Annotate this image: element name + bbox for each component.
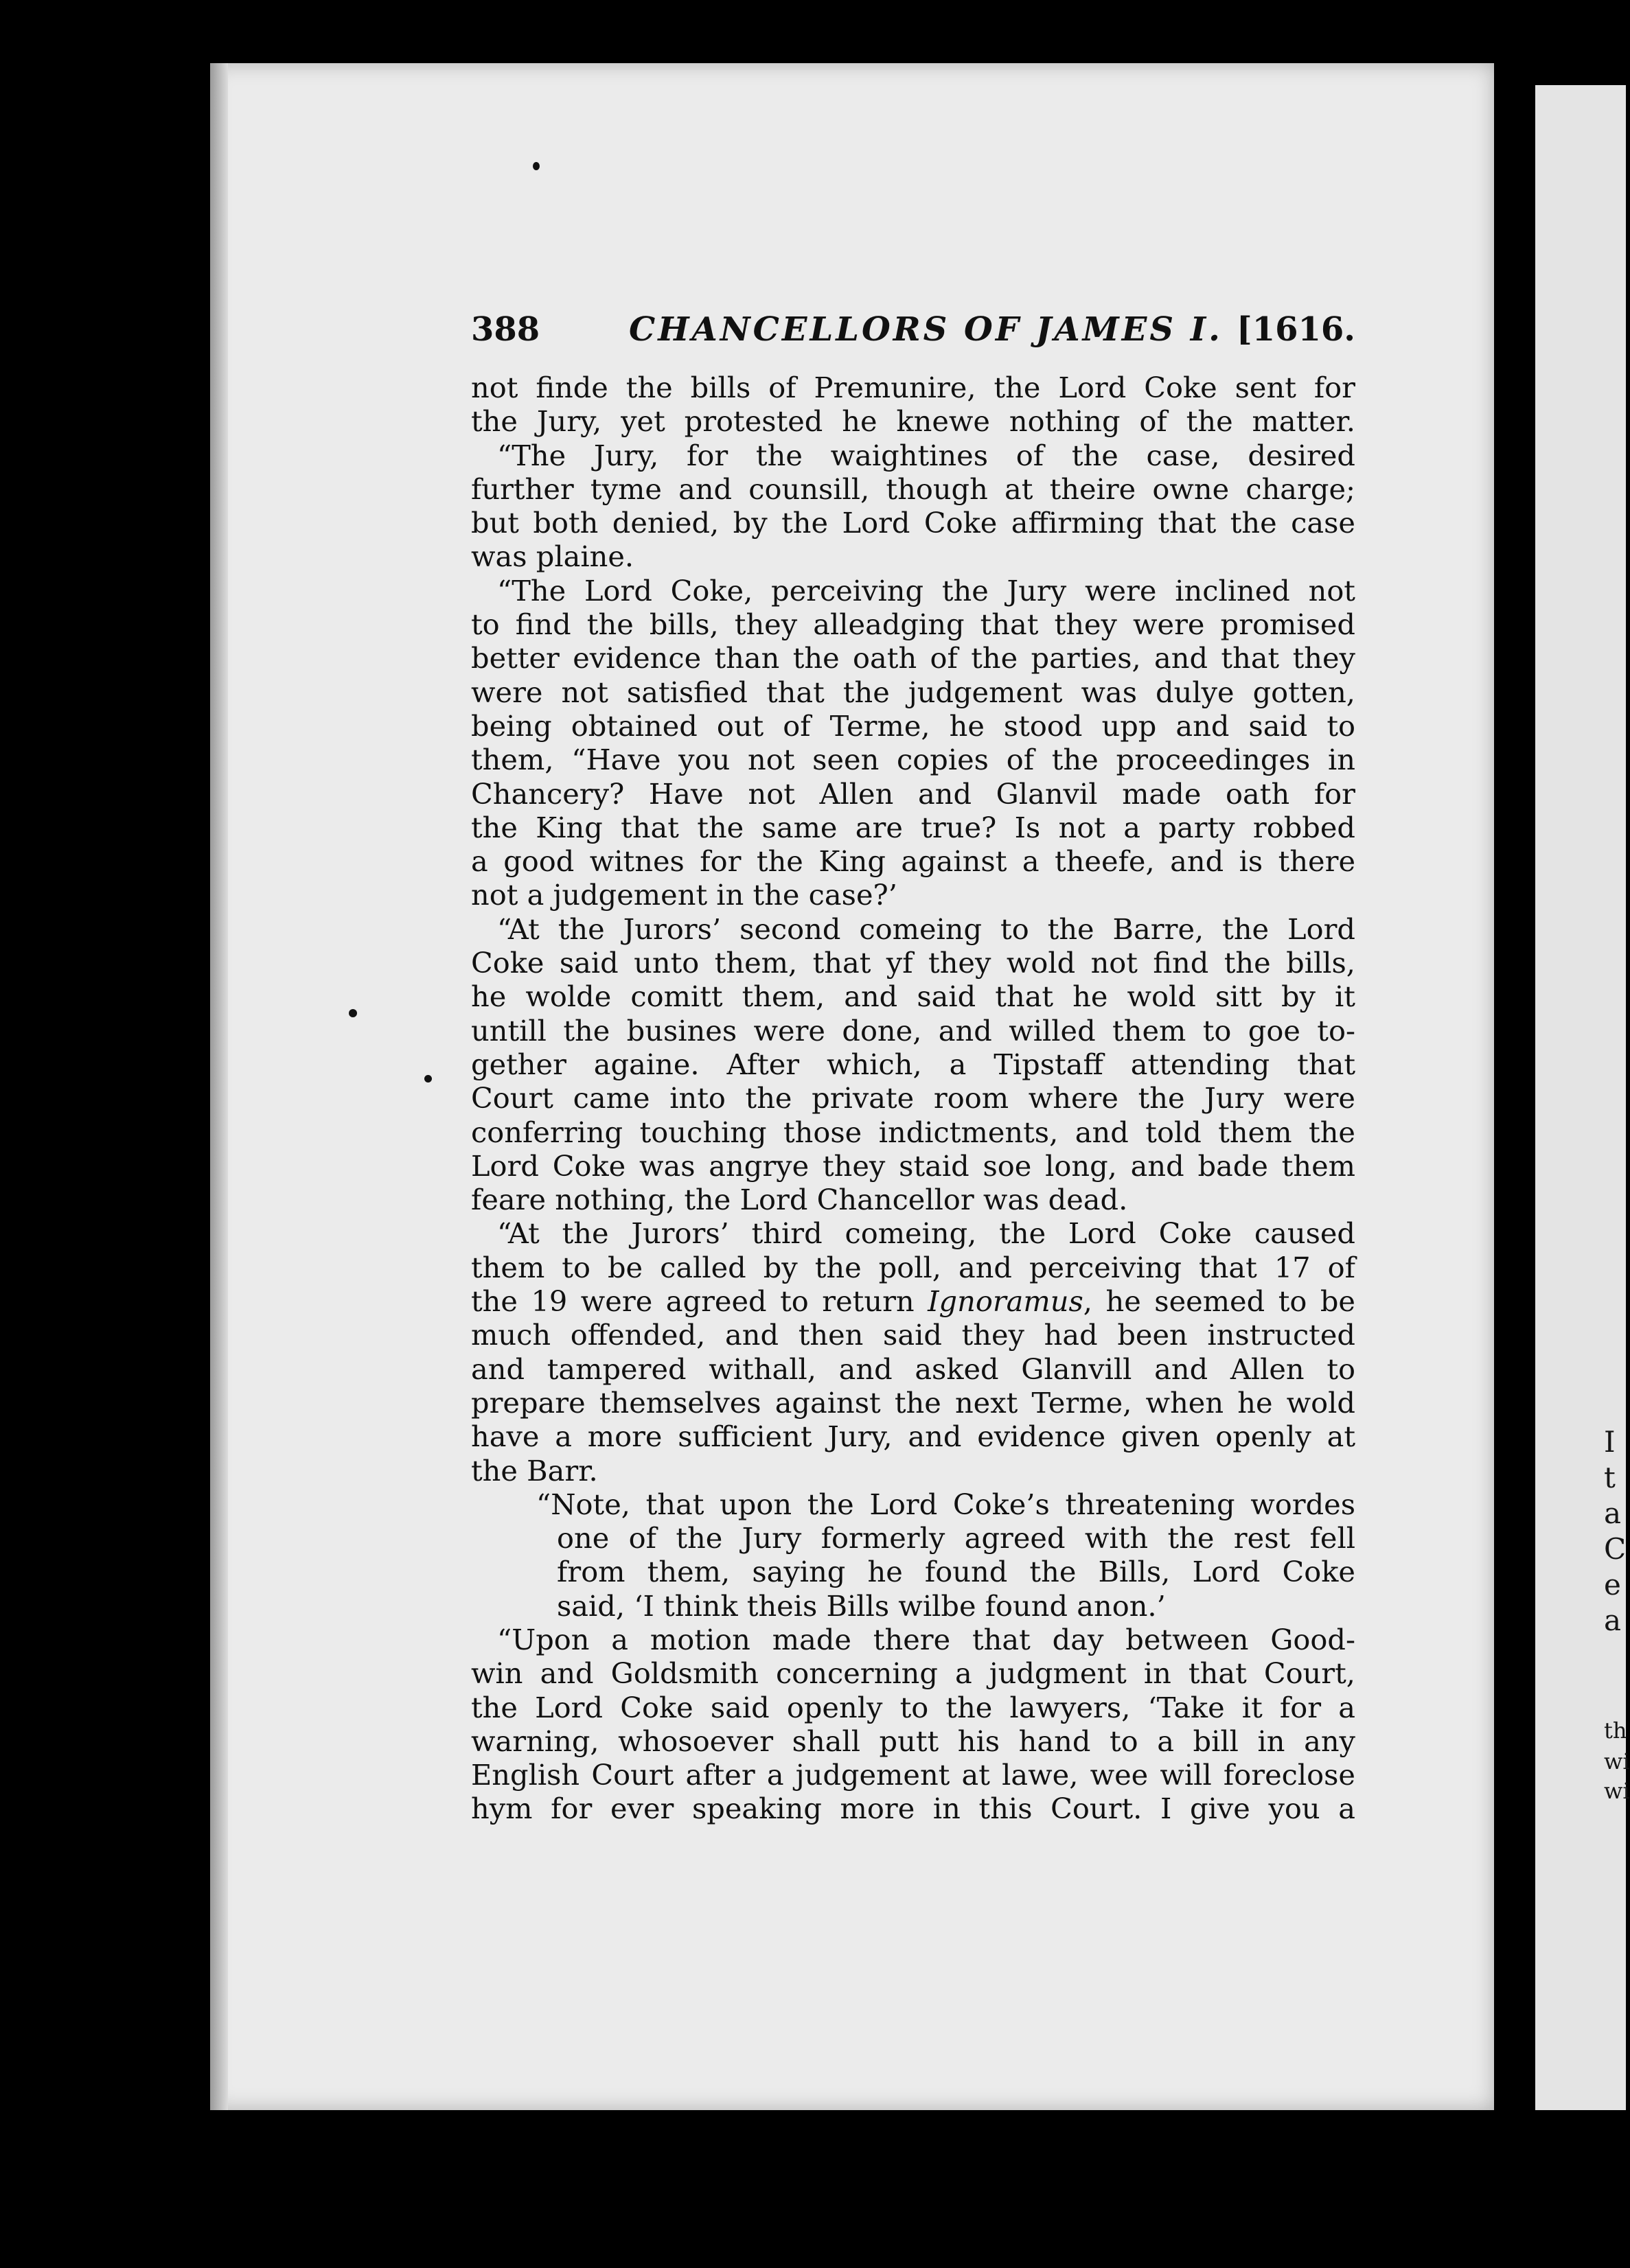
text-line: being obtained out of Terme, he stood upp and said to <box>471 708 1355 743</box>
text-line: were not satisfied that the judgement was dulye gotten, <box>471 675 1355 709</box>
text-line: feare nothing, the Lord Chancellor was dead. <box>471 1183 1128 1217</box>
adjacent-page-fragment: t <box>1604 1461 1616 1494</box>
adjacent-page-fragment: a <box>1604 1496 1622 1530</box>
scan-speck <box>424 1075 432 1083</box>
text-line: conferring touching those indictments, and told them the <box>471 1115 1355 1149</box>
running-title: CHANCELLORS OF JAMES I. <box>629 310 1223 349</box>
text-line: a good witnes for the King against a theefe, and is there <box>471 844 1355 879</box>
text-line: to find the bills, they alleadging that they were promised <box>471 608 1355 642</box>
page-header <box>471 310 1355 358</box>
adjacent-page-fragment: I <box>1604 1425 1616 1459</box>
text-line: the Barr. <box>471 1453 598 1488</box>
page-number: 388 <box>471 310 540 349</box>
adjacent-page-fragment: wi <box>1604 1748 1630 1774</box>
adjacent-page-fragment: th <box>1604 1717 1627 1744</box>
text-line: hym for ever speaking more in this Court. I give you a <box>471 1792 1355 1826</box>
text-line: not a judgement in the case?’ <box>471 878 897 912</box>
header-year: [1616. <box>1236 310 1355 349</box>
text-line: much offended, and then said they had been instructed <box>471 1318 1355 1352</box>
text-line: prepare themselves against the next Terme, when he wold <box>471 1385 1355 1420</box>
note-line: from them, saying he found the Bills, Lord Coke <box>557 1555 1355 1589</box>
text-line: warning, whosoever shall putt his hand to a bill in any <box>471 1724 1355 1758</box>
text-line: “Upon a motion made there that day between Good- <box>497 1622 1355 1656</box>
text-line: Lord Coke was angrye they staid soe long, and bade them <box>471 1148 1355 1183</box>
text-line: “The Jury, for the waightines of the case, desired <box>497 438 1355 472</box>
italic-term: Ignoramus <box>928 1284 1083 1319</box>
text-line: “At the Jurors’ third comeing, the Lord Coke caused <box>497 1216 1355 1251</box>
text-line: was plaine. <box>471 540 634 574</box>
scan-speck <box>349 1009 357 1017</box>
text-line: Court came into the private room where the Jury were <box>471 1081 1355 1115</box>
note-line: “Note, that upon the Lord Coke’s threatening wordes <box>536 1487 1355 1521</box>
adjacent-page <box>1535 85 1626 2110</box>
text-line: win and Goldsmith concerning a judgment in that Court, <box>471 1656 1355 1691</box>
text-line: better evidence than the oath of the parties, and that they <box>471 641 1355 675</box>
note-line: one of the Jury formerly agreed with the rest fell <box>557 1521 1355 1555</box>
scan-speck <box>533 162 540 170</box>
adjacent-page-fragment: wi <box>1604 1778 1630 1804</box>
text-line: further tyme and counsill, though at theire owne charge; <box>471 472 1355 506</box>
note-line: said, ‘I think theis Bills wilbe found anon.’ <box>557 1588 1166 1623</box>
text-line: English Court after a judgement at lawe, wee will foreclose <box>471 1758 1355 1792</box>
adjacent-page-fragment: e <box>1604 1568 1621 1601</box>
body-text <box>471 371 1355 1826</box>
text-line: “The Lord Coke, perceiving the Jury were inclined not <box>497 573 1355 608</box>
text-line: but both denied, by the Lord Coke affirming that the case <box>471 506 1355 540</box>
text-line: gether againe. After which, a Tipstaff attending that <box>471 1047 1355 1081</box>
text-segment: , he seemed to be <box>1083 1284 1355 1319</box>
text-line <box>471 1284 1355 1318</box>
text-line: not finde the bills of Premunire, the Lord Coke sent for <box>471 371 1355 404</box>
page-gutter-edge <box>210 63 228 2110</box>
text-line: them, “Have you not seen copies of the proceedinges in <box>471 743 1355 777</box>
adjacent-page-fragment: C <box>1604 1532 1627 1566</box>
text-line: untill the busines were done, and willed them to goe to- <box>471 1013 1355 1048</box>
text-line: the King that the same are true? Is not a party robbed <box>471 810 1355 844</box>
adjacent-page-fragment: a <box>1604 1604 1622 1637</box>
text-line: them to be called by the poll, and perceiving that 17 of <box>471 1250 1355 1284</box>
text-line: have a more sufficient Jury, and evidence given openly at <box>471 1420 1355 1454</box>
text-line: the Lord Coke said openly to the lawyers, ‘Take it for a <box>471 1690 1355 1724</box>
text-line: “At the Jurors’ second comeing to the Barre, the Lord <box>497 912 1355 946</box>
text-line: and tampered withall, and asked Glanvill and Allen to <box>471 1352 1355 1386</box>
text-line: he wolde comitt them, and said that he wold sitt by it <box>471 980 1355 1014</box>
text-line: the Jury, yet protested he knewe nothing of the matter. <box>471 404 1355 439</box>
text-segment: the 19 were agreed to return <box>471 1284 928 1319</box>
text-line: Coke said unto them, that yf they wold not find the bills, <box>471 946 1355 980</box>
text-line: Chancery? Have not Allen and Glanvil made oath for <box>471 776 1355 811</box>
